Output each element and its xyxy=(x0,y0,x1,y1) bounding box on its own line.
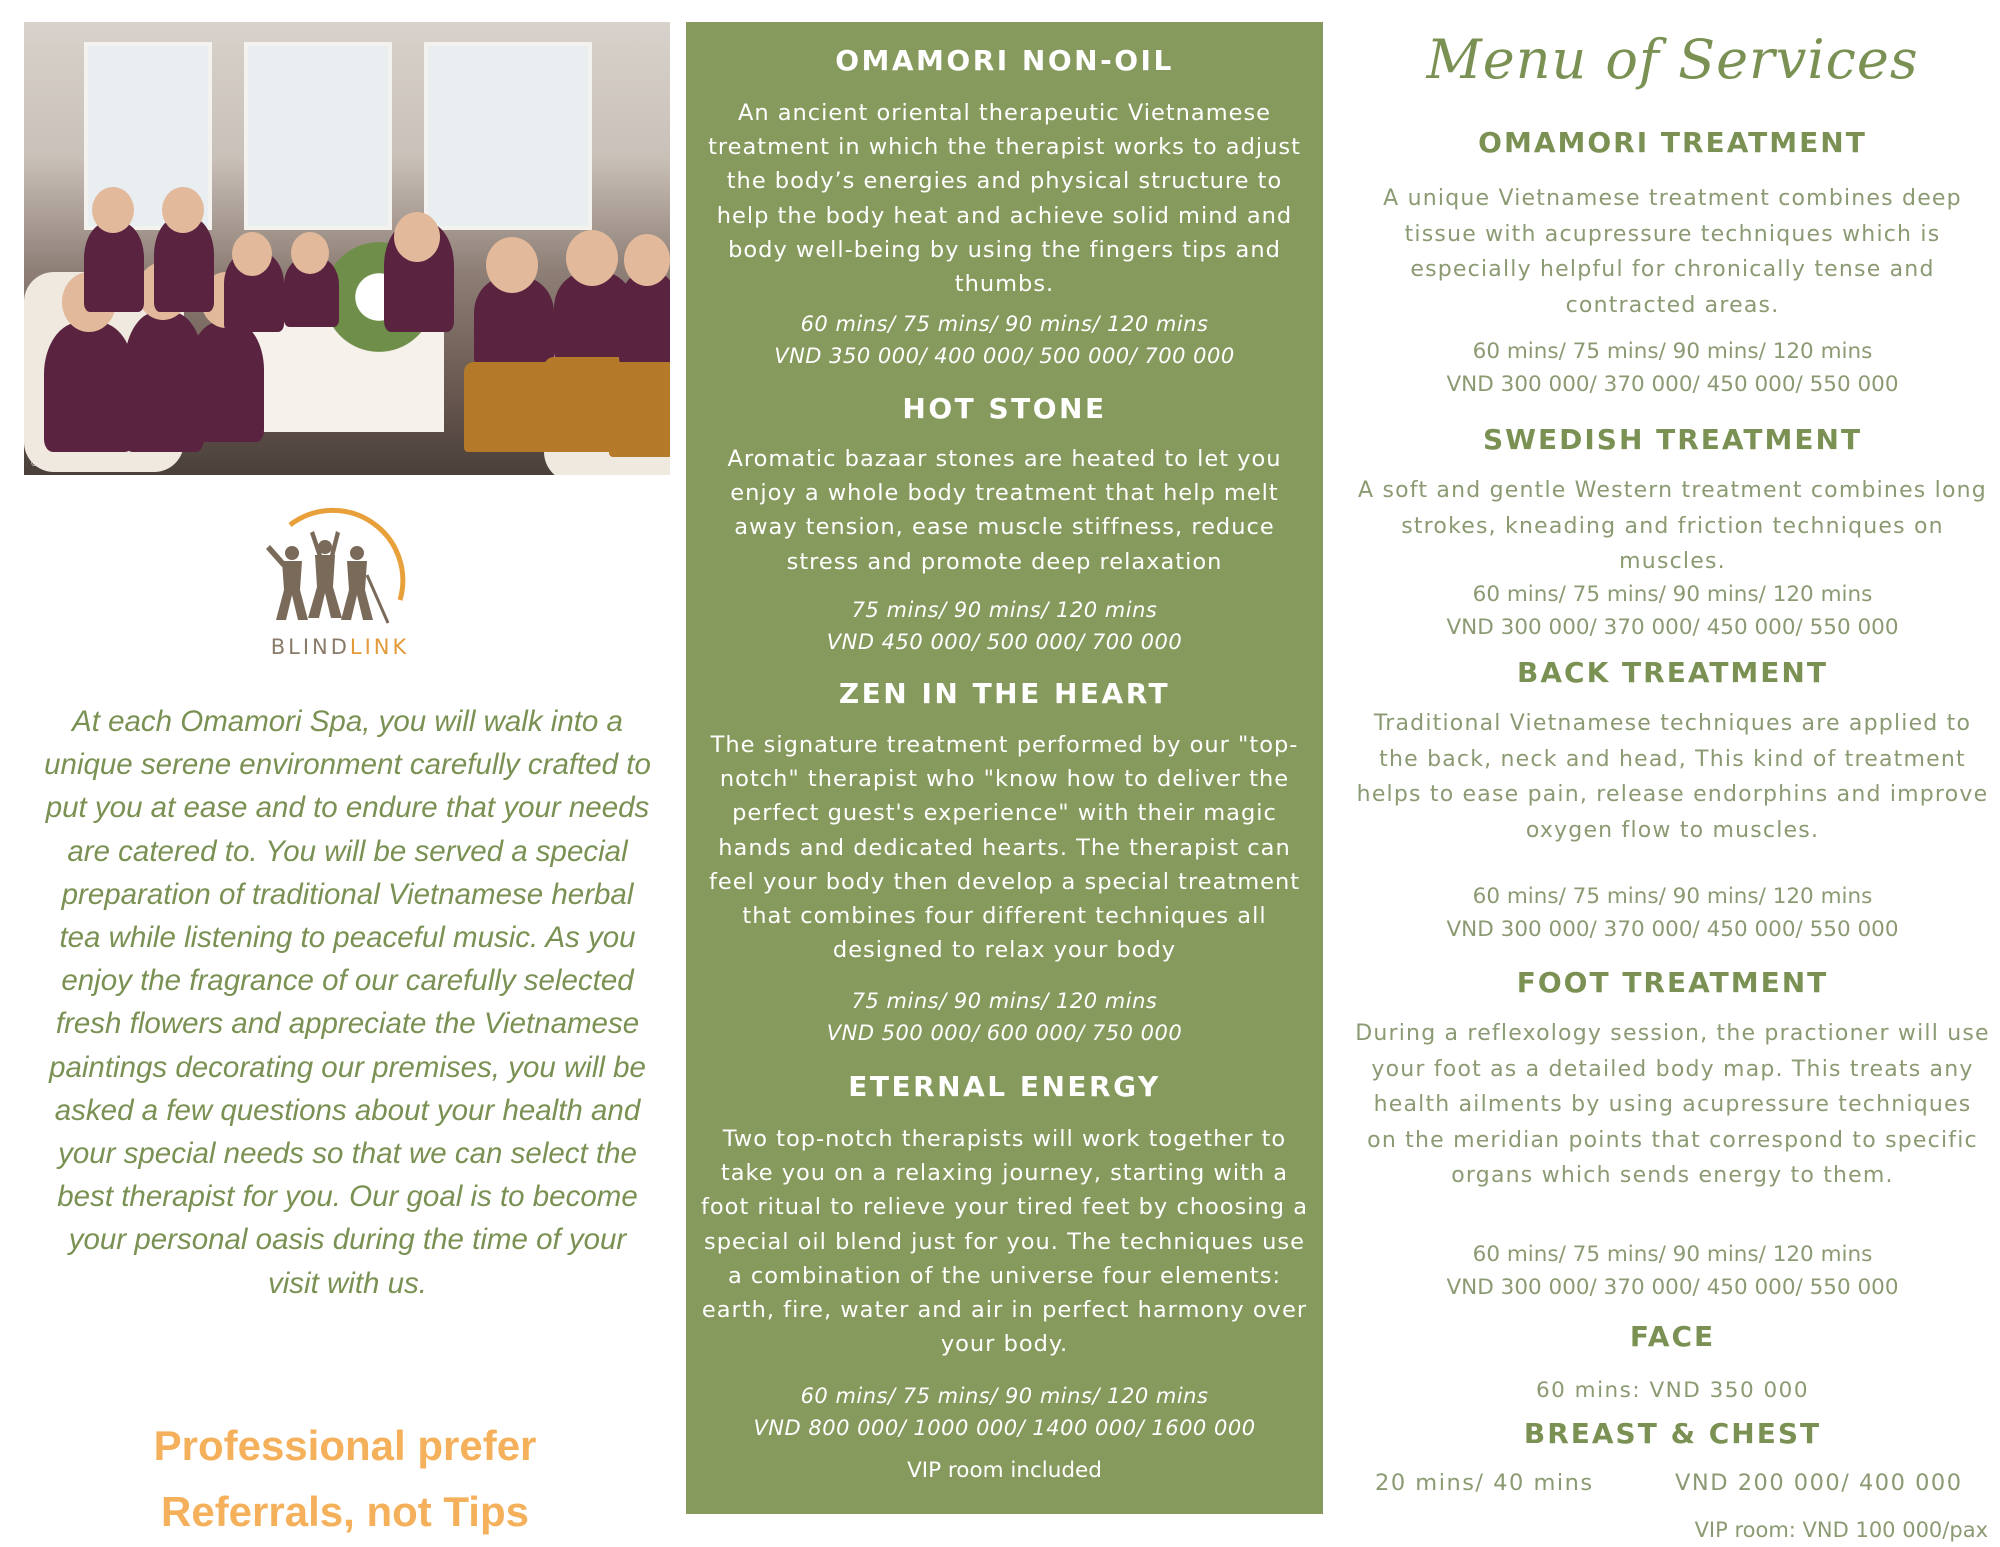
wordmark-part2: LINK xyxy=(349,635,410,659)
omamori-treatment-description: A unique Vietnamese treatment combines deep tissue with acupressure techniques which is especially helpful for chronically tense and contracted areas. xyxy=(1383,186,1962,318)
eternal-energy-durations: 60 mins/ 75 mins/ 90 mins/ 120 mins xyxy=(800,1384,1209,1408)
person-figure xyxy=(44,322,134,452)
face-price: 60 mins: VND 350 000 xyxy=(1535,1378,1810,1403)
zen-in-the-heart-description: The signature treatment performed by our "top-notch" therapist who "know how to deliver the perfect guest's experience" with their magic hands and dedicated hearts. The therapist can feel your body then develop a special treatment that combines four different techniques all designed to relax your body xyxy=(708,732,1301,964)
eternal-energy-description: Two top-notch therapists will work together to take you on a relaxing journey, starting with a foot ritual to relieve your tired feet by choosing a special oil blend just for you. The techniques use a combination of the universe four elements: earth, fire, water and air in perfect harmony over your body. xyxy=(701,1126,1308,1358)
foot-treatment-durations: 60 mins/ 75 mins/ 90 mins/ 120 mins xyxy=(1472,1242,1873,1267)
hot-stone-durations: 75 mins/ 90 mins/ 120 mins xyxy=(851,598,1158,622)
eternal-energy-title: ETERNAL ENERGY xyxy=(848,1070,1161,1103)
swedish-treatment-title: SWEDISH TREATMENT xyxy=(1482,423,1863,456)
swedish-treatment-prices: VND 300 000/ 370 000/ 450 000/ 550 000 xyxy=(1446,615,1899,640)
omamori-treatment-prices: VND 300 000/ 370 000/ 450 000/ 550 000 xyxy=(1446,372,1899,397)
menu-title: Menu of Services xyxy=(1426,28,1919,91)
person-head xyxy=(624,234,670,286)
omamori-non-oil-description: An ancient oriental therapeutic Vietnamese treatment in which the therapist works to adjust the body’s energies and physical structure to help the body heat and achieve solid mind and body well-being by using the fingers tips and thumbs. xyxy=(708,100,1301,298)
omamori-non-oil-prices: VND 350 000/ 400 000/ 500 000/ 700 000 xyxy=(774,344,1235,368)
zen-in-the-heart-title: ZEN IN THE HEART xyxy=(838,677,1171,710)
person-figure xyxy=(189,322,264,442)
back-treatment-prices: VND 300 000/ 370 000/ 450 000/ 550 000 xyxy=(1446,917,1899,942)
person-head xyxy=(291,232,329,274)
zen-in-the-heart-durations: 75 mins/ 90 mins/ 120 mins xyxy=(851,989,1158,1013)
omamori-non-oil-durations: 60 mins/ 75 mins/ 90 mins/ 120 mins xyxy=(800,312,1209,336)
person-head xyxy=(162,187,204,233)
foot-treatment-prices: VND 300 000/ 370 000/ 450 000/ 550 000 xyxy=(1446,1275,1899,1300)
tagline-line2: Referrals, not Tips xyxy=(161,1488,529,1535)
menu-of-services-panel xyxy=(1345,0,2000,1545)
omamori-treatment-title: OMAMORI TREATMENT xyxy=(1478,126,1867,159)
breast-chest-durations: 20 mins/ 40 mins xyxy=(1375,1470,1594,1496)
tagline-line1: Professional prefer xyxy=(153,1422,537,1469)
hot-stone-description: Aromatic bazaar stones are heated to let you enjoy a whole body treatment that help melt away tension, ease muscle stiffness, reduce stress and promote deep relaxation xyxy=(727,446,1282,575)
omamori-non-oil-title: OMAMORI NON-OIL xyxy=(835,44,1174,77)
blindlink-wordmark xyxy=(230,635,450,659)
person-head xyxy=(394,212,440,262)
photo-caption: © Omamori Spa 03.4.2018 xyxy=(30,459,154,469)
person-head xyxy=(232,232,272,276)
eternal-energy-prices: VND 800 000/ 1000 000/ 1400 000/ 1600 000 xyxy=(753,1416,1256,1440)
spa-team-photo xyxy=(24,22,670,475)
breast-chest-prices: VND 200 000/ 400 000 xyxy=(1675,1470,1963,1496)
back-treatment-title: BACK TREATMENT xyxy=(1517,656,1828,689)
hot-stone-prices: VND 450 000/ 500 000/ 700 000 xyxy=(826,630,1183,654)
swedish-treatment-description: A soft and gentle Western treatment combines long strokes, kneading and friction techniques on muscles. xyxy=(1358,478,1987,574)
intro-text: At each Omamori Spa, you will walk into a unique serene environment carefully crafted to put you at ease and to endure that your needs are catered to. You will be served a special preparation of traditional Vietnamese herbal tea while listening to peaceful music. As you enjoy the fragrance of our carefully selected fresh flowers and appreciate the Vietnamese paintings decorating our premises, you will be asked a few questions about your health and your special needs so that we can select the best therapist for you. Our goal is to become your personal oasis during the time of your visit with us. xyxy=(44,705,651,1300)
person-head xyxy=(566,230,618,286)
window-decor xyxy=(244,42,392,230)
breast-chest-title: BREAST & CHEST xyxy=(1523,1417,1822,1450)
person-head xyxy=(92,187,134,233)
hot-stone-title: HOT STONE xyxy=(902,392,1107,425)
wordmark-part1: BLIND xyxy=(270,635,350,659)
foot-treatment-title: FOOT TREATMENT xyxy=(1516,966,1829,999)
omamori-treatment-durations: 60 mins/ 75 mins/ 90 mins/ 120 mins xyxy=(1472,339,1873,364)
blindlink-emblem xyxy=(230,505,450,635)
person-figure xyxy=(619,272,670,367)
signature-treatments-panel xyxy=(686,22,1323,1514)
eternal-energy-note: VIP room included xyxy=(907,1458,1102,1483)
back-treatment-description: Traditional Vietnamese techniques are applied to the back, neck and head, This kind of treatment helps to ease pain, release endorphins and improve oxygen flow to muscles. xyxy=(1356,711,1989,843)
window-decor xyxy=(424,42,592,230)
person-skirt xyxy=(609,362,670,457)
tagline xyxy=(60,1413,630,1545)
face-title: FACE xyxy=(1629,1320,1716,1353)
swedish-treatment-durations: 60 mins/ 75 mins/ 90 mins/ 120 mins xyxy=(1472,582,1873,607)
person-head xyxy=(486,237,538,293)
back-treatment-durations: 60 mins/ 75 mins/ 90 mins/ 120 mins xyxy=(1472,884,1873,909)
person-figure xyxy=(84,222,144,312)
zen-in-the-heart-prices: VND 500 000/ 600 000/ 750 000 xyxy=(826,1021,1183,1045)
breast-chest-vip: VIP room: VND 100 000/pax xyxy=(1694,1518,1988,1542)
blindlink-logo xyxy=(230,505,450,665)
left-panel xyxy=(0,0,690,1545)
foot-treatment-description: During a reflexology session, the practioner will use your foot as a detailed body map. This treats any health ailments by using acupressure techniques on the meridian points that correspond to specific organs which sends energy to them. xyxy=(1355,1021,1990,1188)
